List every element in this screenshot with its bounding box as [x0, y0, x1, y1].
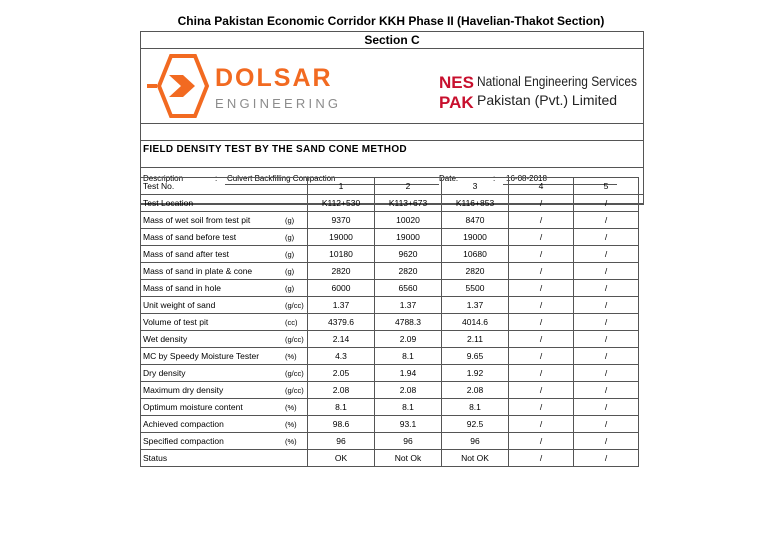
row-value-1: 19000 [308, 229, 375, 246]
row-value-4: / [509, 365, 574, 382]
row-unit: (g) [283, 212, 308, 229]
row-label: Mass of sand in hole [141, 280, 284, 297]
row-value-1: 2.05 [308, 365, 375, 382]
row-value-4: / [509, 280, 574, 297]
row-unit: (%) [283, 348, 308, 365]
row-value-2: K113+673 [375, 195, 442, 212]
row-label: Wet density [141, 331, 284, 348]
section-label: Section C [141, 32, 643, 49]
row-value-1: 4.3 [308, 348, 375, 365]
row-label: Maximum dry density [141, 382, 284, 399]
row-value-1: 98.6 [308, 416, 375, 433]
row-value-2: Not Ok [375, 450, 442, 467]
table-row [141, 246, 639, 263]
table-row [141, 331, 639, 348]
row-value-4: / [509, 297, 574, 314]
row-value-2: 1.37 [375, 297, 442, 314]
row-value-2: 2.08 [375, 382, 442, 399]
row-value-2: 19000 [375, 229, 442, 246]
row-value-4: / [509, 416, 574, 433]
row-value-5: / [574, 399, 639, 416]
row-value-5: / [574, 195, 639, 212]
row-label: Mass of sand after test [141, 246, 284, 263]
row-unit: (g/cc) [283, 382, 308, 399]
row-label: Optimum moisture content [141, 399, 284, 416]
dolsar-arrow-icon [169, 75, 195, 97]
row-label: Specified compaction [141, 433, 284, 450]
row-unit: (g) [283, 246, 308, 263]
nespak-logo [439, 71, 639, 111]
row-value-3: 1.37 [442, 297, 509, 314]
row-value-4: / [509, 348, 574, 365]
dolsar-subtitle: ENGINEERING [215, 96, 342, 111]
table-row [141, 399, 639, 416]
row-value-5: / [574, 450, 639, 467]
table-row [141, 263, 639, 280]
table-row [141, 365, 639, 382]
nespak-mark-top: NES [439, 73, 474, 92]
row-unit: (g) [283, 280, 308, 297]
row-value-4: / [509, 229, 574, 246]
row-value-5: / [574, 246, 639, 263]
row-value-3: 2.11 [442, 331, 509, 348]
table-row [141, 314, 639, 331]
test-no-4: 4 [509, 178, 574, 195]
row-value-3: 2820 [442, 263, 509, 280]
row-value-2: 2.09 [375, 331, 442, 348]
test-no-5: 5 [574, 178, 639, 195]
row-value-4: / [509, 246, 574, 263]
row-value-2: 8.1 [375, 399, 442, 416]
row-value-5: / [574, 263, 639, 280]
description-value: Culvert Backfilling Compaction [227, 174, 336, 183]
row-value-5: / [574, 382, 639, 399]
description-label: Description [143, 174, 184, 183]
row-value-2: 93.1 [375, 416, 442, 433]
row-value-1: 6000 [308, 280, 375, 297]
nespak-mark-bottom: PAK [439, 93, 474, 112]
row-value-2: 4788.3 [375, 314, 442, 331]
row-value-4: / [509, 212, 574, 229]
row-value-2: 9620 [375, 246, 442, 263]
date-label: Date. [439, 174, 459, 183]
row-value-1: 1.37 [308, 297, 375, 314]
document-title: China Pakistan Economic Corridor KKH Phase II (Havelian-Thakot Section) [177, 14, 605, 28]
row-value-1: K112+530 [308, 195, 375, 212]
table-row [141, 382, 639, 399]
table-row [141, 195, 639, 212]
row-value-4: / [509, 263, 574, 280]
row-value-1: 4379.6 [308, 314, 375, 331]
row-label: Mass of wet soil from test pit [141, 212, 284, 229]
row-value-1: 2820 [308, 263, 375, 280]
test-no-2: 2 [375, 178, 442, 195]
description-colon: : [215, 174, 218, 183]
row-label: Test Location [141, 195, 284, 212]
table-row [141, 229, 639, 246]
row-unit: (%) [283, 416, 308, 433]
row-unit: (g/cc) [283, 331, 308, 348]
table-row [141, 433, 639, 450]
dolsar-name: DOLSAR [215, 64, 333, 92]
row-value-1: 8.1 [308, 399, 375, 416]
table-row [141, 416, 639, 433]
row-value-5: / [574, 348, 639, 365]
row-unit: (g/cc) [283, 297, 308, 314]
row-value-1: OK [308, 450, 375, 467]
row-unit: (%) [283, 433, 308, 450]
table-row [141, 297, 639, 314]
row-label: Unit weight of sand [141, 297, 284, 314]
row-value-3: K116+853 [442, 195, 509, 212]
nespak-line1: National Engineering Services [477, 73, 637, 89]
row-label: Status [141, 450, 284, 467]
row-value-1: 2.08 [308, 382, 375, 399]
row-value-3: 96 [442, 433, 509, 450]
test-no-3: 3 [442, 178, 509, 195]
row-value-2: 8.1 [375, 348, 442, 365]
row-value-4: / [509, 433, 574, 450]
table-row [141, 280, 639, 297]
row-label: Mass of sand before test [141, 229, 284, 246]
row-value-5: / [574, 229, 639, 246]
row-value-3: 10680 [442, 246, 509, 263]
row-label: MC by Speedy Moisture Tester [141, 348, 284, 365]
row-unit: (cc) [283, 314, 308, 331]
row-value-5: / [574, 297, 639, 314]
row-value-1: 96 [308, 433, 375, 450]
row-value-4: / [509, 382, 574, 399]
row-unit: (g) [283, 229, 308, 246]
table-row [141, 348, 639, 365]
row-value-5: / [574, 365, 639, 382]
table-row [141, 212, 639, 229]
date-colon: : [493, 174, 496, 183]
row-value-3: Not OK [442, 450, 509, 467]
table-row [141, 450, 639, 467]
row-value-5: / [574, 416, 639, 433]
row-value-5: / [574, 433, 639, 450]
row-value-5: / [574, 314, 639, 331]
row-value-3: 1.92 [442, 365, 509, 382]
row-value-2: 2820 [375, 263, 442, 280]
row-value-3: 19000 [442, 229, 509, 246]
row-value-5: / [574, 331, 639, 348]
row-value-5: / [574, 280, 639, 297]
table-header-row [141, 178, 639, 195]
row-value-3: 8470 [442, 212, 509, 229]
dolsar-logo [143, 53, 358, 119]
row-unit: (%) [283, 399, 308, 416]
row-value-3: 2.08 [442, 382, 509, 399]
row-value-1: 2.14 [308, 331, 375, 348]
date-value: 16-08-2018 [506, 174, 547, 183]
row-value-3: 5500 [442, 280, 509, 297]
row-value-3: 9.65 [442, 348, 509, 365]
nespak-line2: Pakistan (Pvt.) Limited [477, 92, 618, 108]
test-no-1: 1 [308, 178, 375, 195]
row-value-3: 92.5 [442, 416, 509, 433]
row-unit: (g/cc) [283, 365, 308, 382]
row-unit [283, 450, 308, 467]
row-value-1: 10180 [308, 246, 375, 263]
header-label: Test No. [141, 178, 284, 195]
test-title: FIELD DENSITY TEST BY THE SAND CONE METHOD [141, 141, 643, 168]
row-value-4: / [509, 331, 574, 348]
logo-band [141, 49, 643, 124]
row-value-4: / [509, 399, 574, 416]
row-unit: (g) [283, 263, 308, 280]
row-value-4: / [509, 195, 574, 212]
row-value-2: 6560 [375, 280, 442, 297]
row-value-2: 1.94 [375, 365, 442, 382]
row-value-2: 10020 [375, 212, 442, 229]
row-unit [283, 195, 308, 212]
density-test-table [140, 177, 639, 467]
row-label: Mass of sand in plate & cone [141, 263, 284, 280]
row-value-3: 4014.6 [442, 314, 509, 331]
row-label: Dry density [141, 365, 284, 382]
row-label: Volume of test pit [141, 314, 284, 331]
row-value-4: / [509, 314, 574, 331]
row-label: Achieved compaction [141, 416, 284, 433]
row-value-4: / [509, 450, 574, 467]
row-value-3: 8.1 [442, 399, 509, 416]
row-value-2: 96 [375, 433, 442, 450]
row-value-5: / [574, 212, 639, 229]
row-value-1: 9370 [308, 212, 375, 229]
